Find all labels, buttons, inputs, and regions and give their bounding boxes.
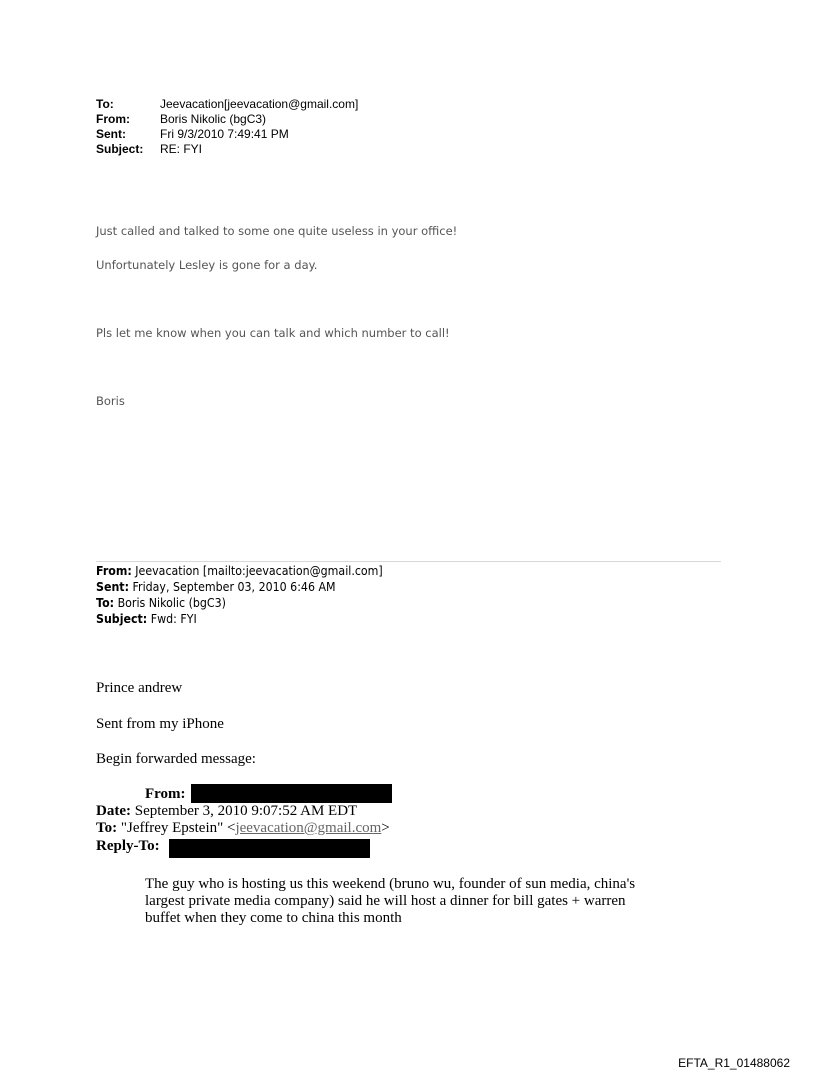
inner-date-row — [96, 803, 357, 820]
inner-to-row — [96, 820, 390, 837]
quote-line-3: buffet when they come to china this month — [145, 910, 402, 926]
redaction-box-replyto — [169, 839, 370, 858]
forwarded-from-row — [96, 564, 383, 579]
message-line-3: Begin forwarded message: — [96, 751, 256, 767]
inner-to-close: > — [381, 820, 390, 836]
inner-from-label-text: From: — [145, 786, 186, 802]
forwarded-subject-value: Fwd: FYI — [147, 612, 197, 626]
forwarded-from-value: Jeevacation [mailto:jeevacation@gmail.com] — [131, 564, 383, 578]
header-sent-value: Fri 9/3/2010 7:49:41 PM — [160, 127, 289, 141]
forwarded-sent-value: Friday, September 03, 2010 6:46 AM — [128, 580, 336, 594]
header-from-label: From: — [96, 112, 130, 126]
header-to-label: To: — [96, 97, 114, 111]
body-line-3: Pls let me know when you can talk and which number to call! — [96, 326, 450, 340]
header-from-value: Boris Nikolic (bgC3) — [160, 112, 267, 126]
forwarded-sent-row — [96, 580, 336, 595]
message-line-2: Sent from my iPhone — [96, 716, 224, 732]
inner-to-email-link[interactable]: jeevacation@gmail.com — [235, 820, 382, 836]
quote-line-2: largest private media company) said he will host a dinner for bill gates + warren — [145, 893, 626, 909]
quoted-message — [145, 876, 685, 927]
forwarded-from-label: From: — [96, 564, 132, 578]
forwarded-to-label: To: — [96, 596, 115, 610]
inner-date-value: September 3, 2010 9:07:52 AM EDT — [130, 803, 358, 819]
body-line-1: Just called and talked to some one quite useless in your office! — [96, 224, 458, 238]
inner-date-label: Date: — [96, 803, 131, 819]
quote-line-1: The guy who is hosting us this weekend (bruno wu, founder of sun media, china's — [145, 876, 636, 892]
forwarded-to-value: Boris Nikolic (bgC3) — [114, 596, 226, 610]
header-sent-label: Sent: — [96, 127, 126, 141]
forwarded-subject-label: Subject: — [96, 612, 148, 626]
inner-to-label: To: — [96, 820, 118, 836]
forwarded-to-row — [96, 596, 226, 611]
forwarded-sent-label: Sent: — [96, 580, 129, 594]
header-to-value: Jeevacation[jeevacation@gmail.com] — [160, 97, 359, 111]
inner-to-name: "Jeffrey Epstein" < — [117, 820, 236, 836]
header-subject-value: RE: FYI — [160, 142, 203, 156]
inner-replyto-row — [96, 838, 160, 855]
forwarded-subject-row — [96, 612, 197, 627]
redaction-box-from — [191, 784, 392, 803]
reply-divider — [96, 561, 721, 562]
document-id: EFTA_R1_01488062 — [678, 1056, 790, 1070]
inner-from-label — [145, 786, 186, 803]
inner-replyto-label: Reply-To: — [96, 838, 160, 854]
message-line-1: Prince andrew — [96, 680, 183, 696]
header-subject-label: Subject: — [96, 142, 144, 156]
body-line-2: Unfortunately Lesley is gone for a day. — [96, 258, 318, 272]
signature: Boris — [96, 394, 125, 408]
